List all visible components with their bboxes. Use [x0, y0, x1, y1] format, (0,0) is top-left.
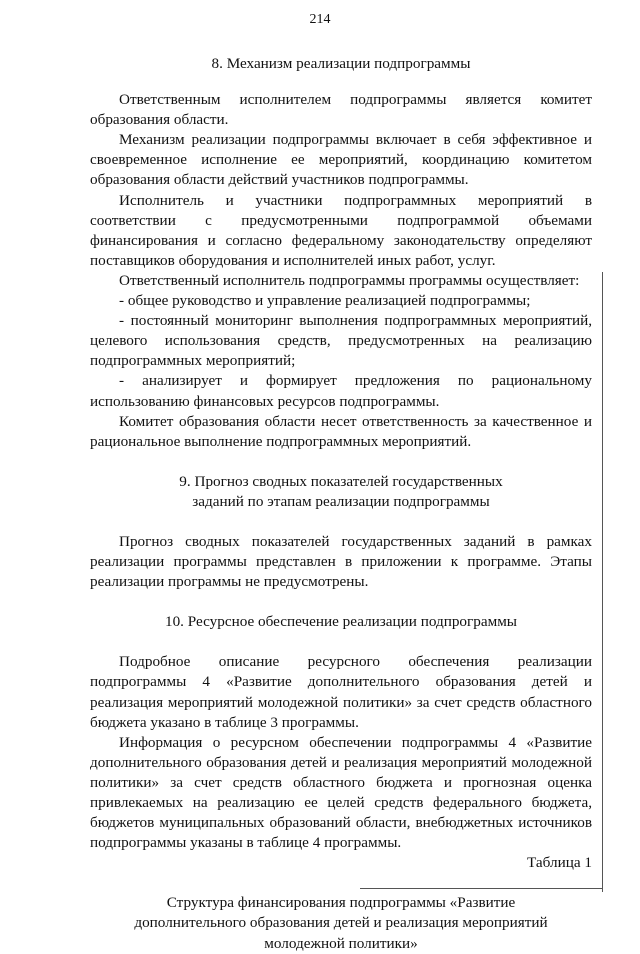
- table-title-line-2: дополнительного образования детей и реализация мероприятий: [134, 914, 548, 932]
- table-title-line-1: Структура финансирования подпрограммы «Развитие: [166, 894, 516, 912]
- section-8-paragraph-5: Комитет образования области несет ответственность за качественное и рациональное выполнение подпрограммных мероприятий.: [90, 412, 592, 450]
- section-9-title-line-2: заданий по этапам реализации подпрограммы: [192, 492, 490, 510]
- page-number: 214: [309, 12, 331, 27]
- table-title-line-3: молодежной политики»: [264, 934, 418, 952]
- table-bottom-border-line: [360, 888, 603, 889]
- section-10-paragraph-2: Информация о ресурсном обеспечении подпрограммы 4 «Развитие дополнительного образования детей и реализация мероприятий молодежной политики» за счет средств областного бюджета и прогнозная оценка привлекаемых на реализацию ее целей средств федерального бюджета, бюджетов муниципальных образований области, внебюджетных источников подпрограммы указаны в таблице 4 программы.: [90, 733, 592, 852]
- section-10-paragraph-1: Подробное описание ресурсного обеспечения реализации подпрограммы 4 «Развитие дополнительного образования детей и реализация мероприятий молодежной политики» за счет средств областного бюджета указано в таблице 3 программы.: [90, 653, 592, 731]
- table-title: [90, 893, 592, 953]
- section-8-list-item-3: - анализирует и формирует предложения по рациональному использованию финансовых ресурсов подпрограммы.: [90, 372, 592, 410]
- section-10-title: 10. Ресурсное обеспечение реализации подпрограммы: [164, 613, 518, 631]
- section-9-title: [90, 472, 592, 512]
- document-body: [90, 54, 592, 954]
- section-8-paragraph-4: Ответственный исполнитель подпрограммы программы осуществляет:: [119, 271, 580, 289]
- section-8-title: 8. Механизм реализации подпрограммы: [211, 55, 471, 72]
- section-8-paragraph-2: Механизм реализации подпрограммы включает в себя эффективное и своевременное исполнение ее мероприятий, координацию комитетом образования области действий участников подпрограммы.: [90, 131, 592, 189]
- section-9-title-line-1: 9. Прогноз сводных показателей государственных: [179, 472, 503, 490]
- table-caption: Таблица 1: [527, 854, 592, 872]
- section-8-list-item-2: - постоянный мониторинг выполнения подпрограммных мероприятий, целевого использования средств, предусмотренных на реализацию подпрограммных мероприятий;: [90, 312, 592, 370]
- table-right-border-line: [602, 272, 603, 892]
- section-8-list-item-1: - общее руководство и управление реализацией подпрограммы;: [119, 292, 531, 310]
- section-9-paragraph-1: Прогноз сводных показателей государственных заданий в рамках реализации программы представлен в приложении к программе. Этапы реализации программы не предусмотрены.: [90, 532, 592, 591]
- section-8-paragraph-1: Ответственным исполнителем подпрограммы является комитет образования области.: [90, 91, 592, 129]
- section-8-paragraph-3: Исполнитель и участники подпрограммных мероприятий в соответствии с предусмотренными подпрограммой объемами финансирования и согласно федеральному законодательству определяют поставщиков оборудования и исполнителей иных работ, услуг.: [90, 191, 592, 269]
